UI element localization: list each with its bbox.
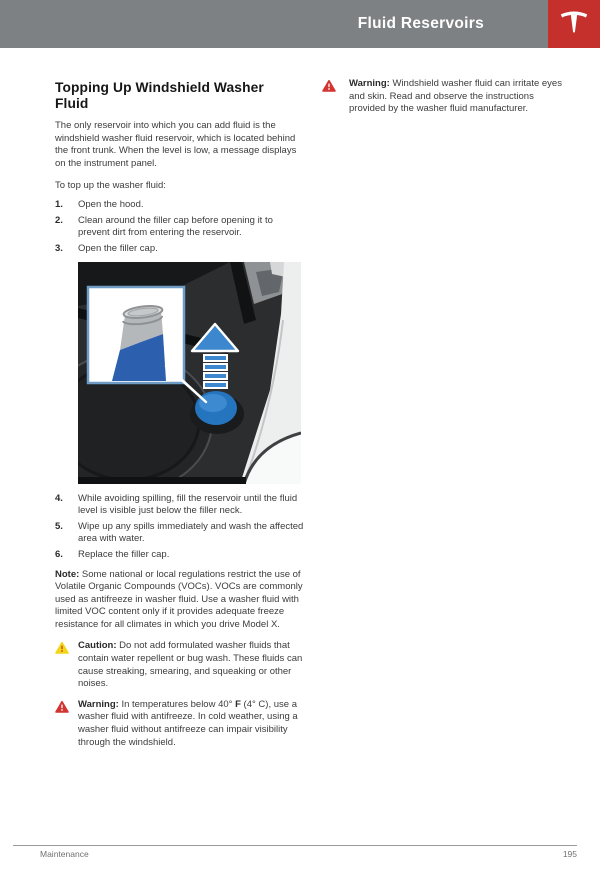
warning-label: Warning: — [78, 698, 119, 710]
note-text: Some national or local regulations restrict the use of Volatile Organic Compounds (VOCs). VOCs are commonly used as antifreeze in washer fluid. Use a washer fluid with limited VOC content only if it provides adequate freeze resistance for all climates in which you drive Model X. — [55, 568, 303, 630]
caution-label: Caution: — [78, 640, 117, 652]
warning-body-1: In temperatures below 40° — [118, 698, 236, 710]
step-item — [55, 493, 305, 518]
steps-4-6 — [55, 493, 305, 562]
footer-divider — [13, 845, 577, 846]
washer-fluid-figure — [78, 262, 301, 484]
caution-text — [78, 640, 305, 690]
step-text: Clean around the filler cap before opening it to prevent dirt from entering the reservoir. — [78, 214, 273, 239]
warning-block — [55, 699, 305, 749]
header-bar — [0, 0, 548, 48]
steps-1-3 — [55, 199, 305, 255]
step-item — [55, 215, 305, 240]
washer-fluid-figure-image — [78, 262, 301, 484]
step-number: 6. — [55, 548, 63, 560]
footer-section-label: Maintenance — [40, 849, 89, 859]
step-number: 2. — [55, 214, 63, 226]
tesla-logo-box — [548, 0, 600, 48]
warning-block — [322, 78, 568, 116]
footer-page-number: 195 — [562, 849, 577, 859]
section-title: Topping Up Windshield Washer Fluid — [55, 80, 264, 111]
warning-unit: F — [235, 698, 241, 710]
caution-body: Do not add formulated washer fluids that contain water repellent or bug wash. These fluids can cause streaking, smearing, and squeaking or other noises. — [78, 640, 303, 690]
left-column — [55, 80, 305, 749]
step-number: 1. — [55, 199, 63, 211]
list-intro: To top up the washer fluid: — [55, 179, 166, 191]
step-text: Open the filler cap. — [78, 242, 158, 254]
step-number: 3. — [55, 242, 63, 254]
step-text: Replace the filler cap. — [78, 548, 170, 560]
step-number: 4. — [55, 492, 63, 504]
page-title: Fluid Reservoirs — [357, 15, 484, 32]
warning-text — [78, 699, 305, 749]
step-number: 5. — [55, 520, 63, 532]
warning-triangle-icon — [322, 78, 349, 116]
step-text: While avoiding spilling, fill the reservoir until the fluid level is visible just below the filler neck. — [78, 492, 298, 517]
note-label: Note: — [55, 568, 80, 580]
step-item — [55, 243, 305, 256]
right-column — [322, 78, 568, 116]
step-item — [55, 549, 305, 562]
warning-label: Warning: — [349, 78, 390, 89]
intro-paragraph: The only reservoir into which you can add fluid is the windshield washer fluid reservoir, which is located behind the front trunk. When the level is low, a message displays on the instrument panel. — [55, 120, 297, 169]
step-text: Open the hood. — [78, 199, 144, 211]
tesla-logo-icon — [558, 5, 590, 44]
warning-body-2: (4° C), use a washer fluid with antifreeze. In cold weather, using a washer fluid without antifreeze can impair visibility through the windshield. — [78, 698, 298, 748]
note-paragraph — [55, 569, 305, 632]
warning-body: Windshield washer fluid can irritate eyes and skin. Read and observe the instructions provided by the washer fluid manufacturer. — [349, 78, 562, 115]
step-item — [55, 521, 305, 546]
warning-text — [349, 78, 568, 116]
step-item — [55, 199, 305, 212]
caution-block — [55, 640, 305, 690]
step-text: Wipe up any spills immediately and wash the affected area with water. — [78, 520, 304, 545]
warning-triangle-icon — [55, 699, 78, 749]
caution-triangle-icon — [55, 640, 78, 690]
